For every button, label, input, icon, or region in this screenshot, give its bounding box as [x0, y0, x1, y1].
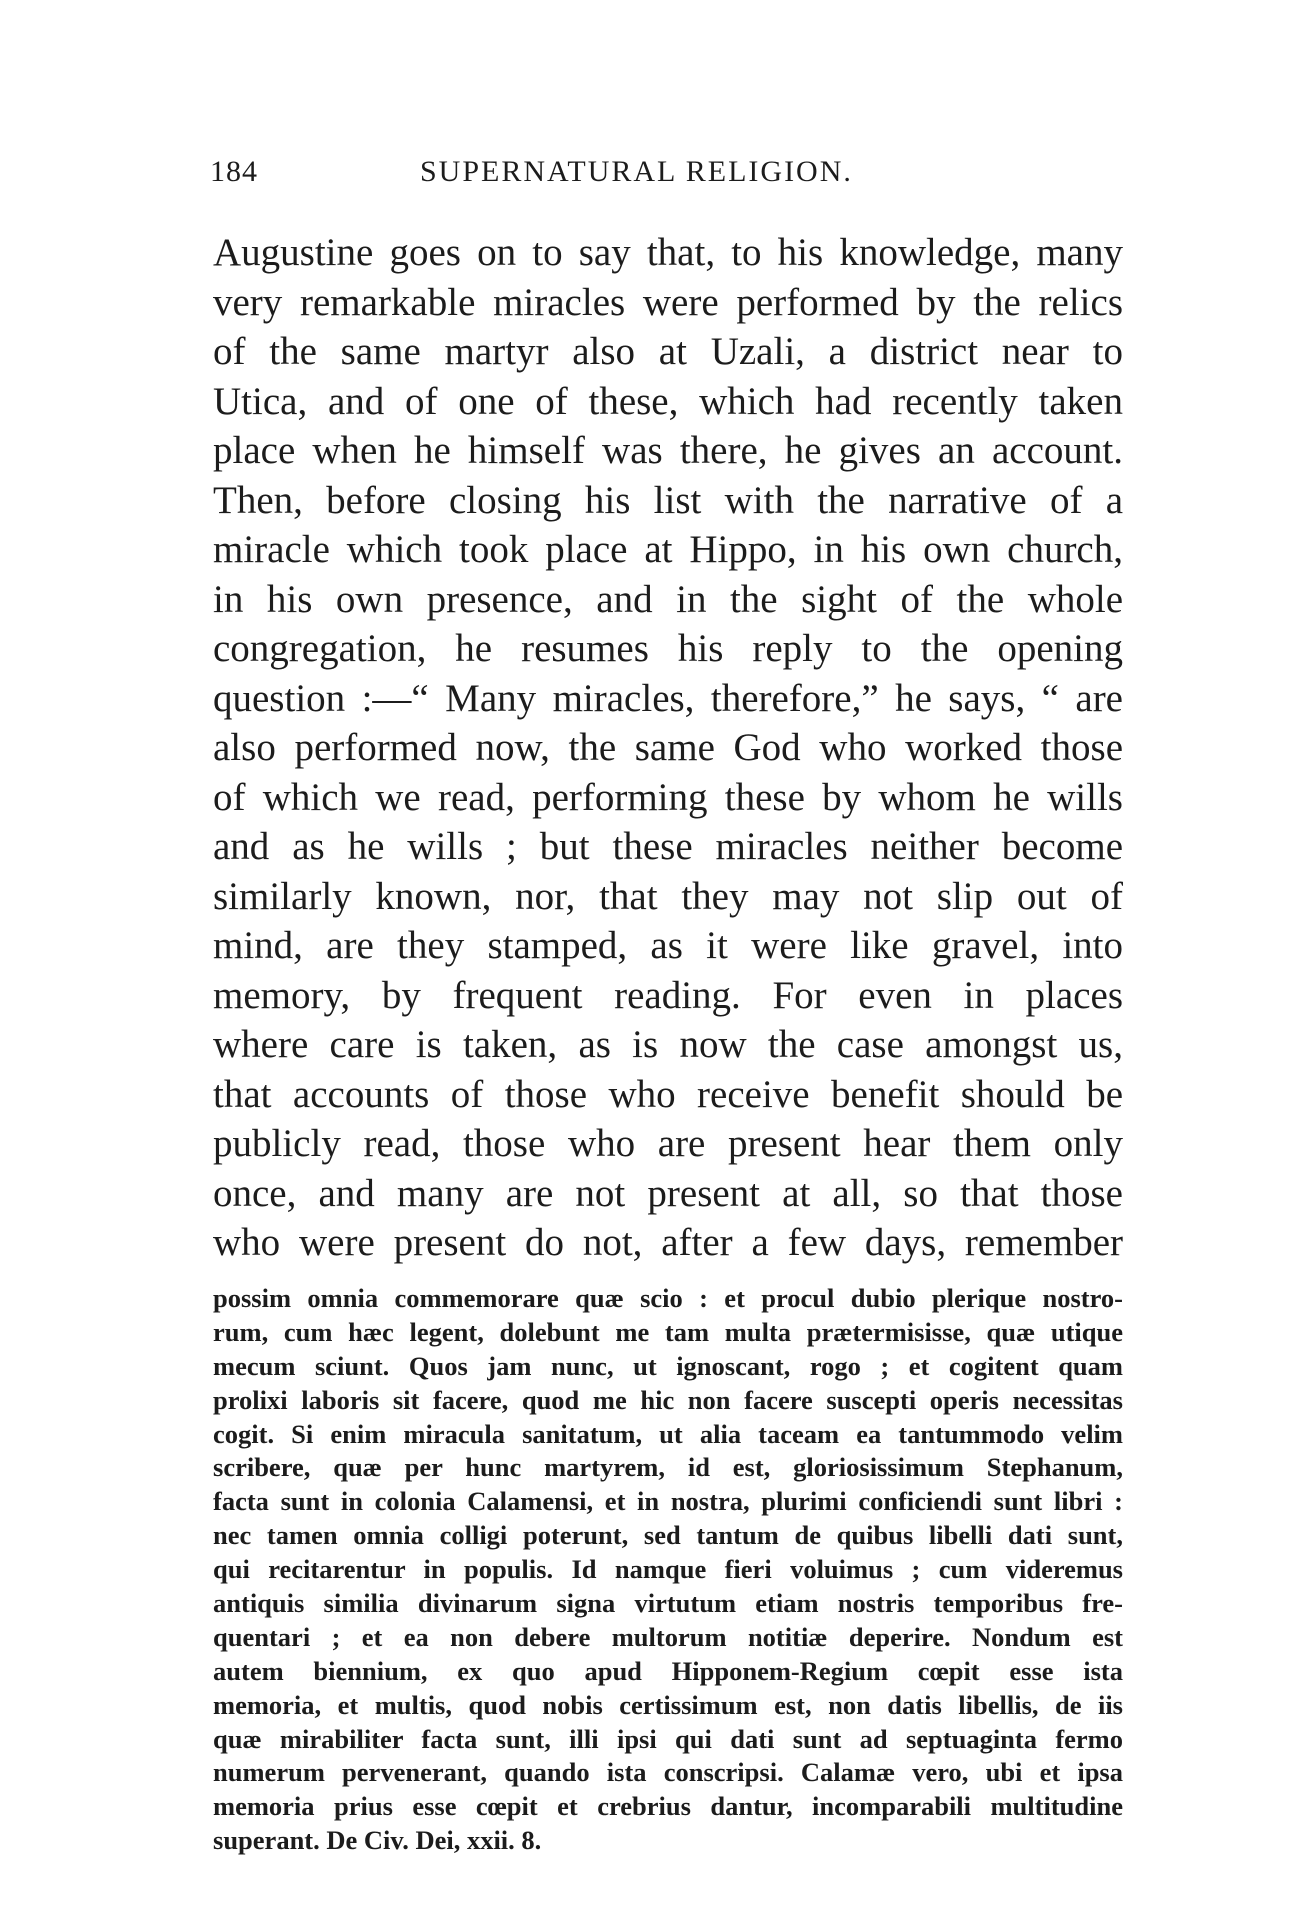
footnote-line: superant. De Civ. Dei, xxii. 8. [213, 1825, 542, 1856]
text-line: once, and many are not present at all, so that those [213, 1171, 1123, 1215]
text-line: question :—“ Many miracles, therefore,” he says, “ are [213, 676, 1123, 720]
text-line: Then, before closing his list with the narrative of a [213, 478, 1123, 522]
text-line: very remarkable miracles were performed by the relics [213, 280, 1123, 324]
main-text [213, 228, 1123, 1268]
text-line: who were present do not, after a few days, remember [213, 1221, 1123, 1264]
footnote [213, 1282, 1123, 1858]
page-number: 184 [210, 155, 258, 188]
text-line: of the same martyr also at Uzali, a district near to [213, 330, 1123, 373]
text-line: in his own presence, and in the sight of the whole [213, 577, 1123, 621]
footnote-line: cogit. Si enim miracula sanitatum, ut alia taceam ea tantummodo velim [213, 1418, 1123, 1449]
text-line: that accounts of those who receive benefit should be [213, 1072, 1123, 1116]
text-line: publicly read, those who are present hear them only [213, 1122, 1123, 1165]
text-line: congregation, he resumes his reply to the opening [213, 627, 1123, 670]
footnote-line: memoria prius esse cœpit et crebrius dantur, incomparabili multitudine [213, 1791, 1123, 1822]
footnote-line: prolixi laboris sit facere, quod me hic non facere suscepti operis necessitas [213, 1384, 1123, 1415]
footnote-line: memoria, et multis, quod nobis certissimum est, non datis libellis, de iis [213, 1689, 1123, 1720]
footnote-line: autem biennium, ex quo apud Hipponem-Regium cœpit esse ista [213, 1655, 1123, 1686]
footnote-line: quentari ; et ea non debere multorum notitiæ deperire. Nondum est [213, 1621, 1123, 1652]
text-line: and as he wills ; but these miracles neither become [213, 825, 1123, 868]
text-line: memory, by frequent reading. For even in places [213, 973, 1123, 1017]
text-line: of which we read, performing these by whom he wills [213, 775, 1123, 819]
text-line: Utica, and of one of these, which had recently taken [213, 379, 1123, 423]
footnote-line: possim omnia commemorare quæ scio : et procul dubio plerique nostro- [213, 1283, 1123, 1313]
footnote-line: quæ mirabiliter facta sunt, illi ipsi qui dati sunt ad septuaginta fermo [213, 1723, 1123, 1754]
text-line: mind, are they stamped, as it were like gravel, into [213, 924, 1123, 967]
footnote-line: rum, cum hæc legent, dolebunt me tam multa prætermisisse, quæ utique [213, 1316, 1123, 1347]
text-line: where care is taken, as is now the case amongst us, [213, 1023, 1123, 1066]
running-head [210, 155, 1130, 195]
footnote-line: numerum pervenerant, quando ista conscripsi. Calamæ vero, ubi et ipsa [213, 1757, 1123, 1788]
text-line: Augustine goes on to say that, to his knowledge, many [213, 231, 1123, 274]
footnote-line: nec tamen omnia colligi poterunt, sed tantum de quibus libelli dati sunt, [213, 1520, 1123, 1551]
running-title: SUPERNATURAL RELIGION. [420, 155, 853, 188]
footnote-line: facta sunt in colonia Calamensi, et in nostra, plurimi conficiendi sunt libri : [213, 1486, 1123, 1517]
footnote-line: mecum sciunt. Quos jam nunc, ut ignoscant, rogo ; et cogitent quam [213, 1350, 1123, 1381]
footnote-line: qui recitarentur in populis. Id namque fieri voluimus ; cum videremus [213, 1554, 1123, 1585]
text-line: similarly known, nor, that they may not slip out of [213, 874, 1123, 918]
text-line: also performed now, the same God who worked those [213, 726, 1123, 769]
footnote-line: antiquis similia divinarum signa virtutum etiam nostris temporibus fre- [213, 1588, 1123, 1619]
footnote-line: scribere, quæ per hunc martyrem, id est, gloriosissimum Stephanum, [213, 1452, 1123, 1483]
text-line: place when he himself was there, he gives an account. [213, 429, 1123, 472]
text-line: miracle which took place at Hippo, in his own church, [213, 528, 1123, 571]
